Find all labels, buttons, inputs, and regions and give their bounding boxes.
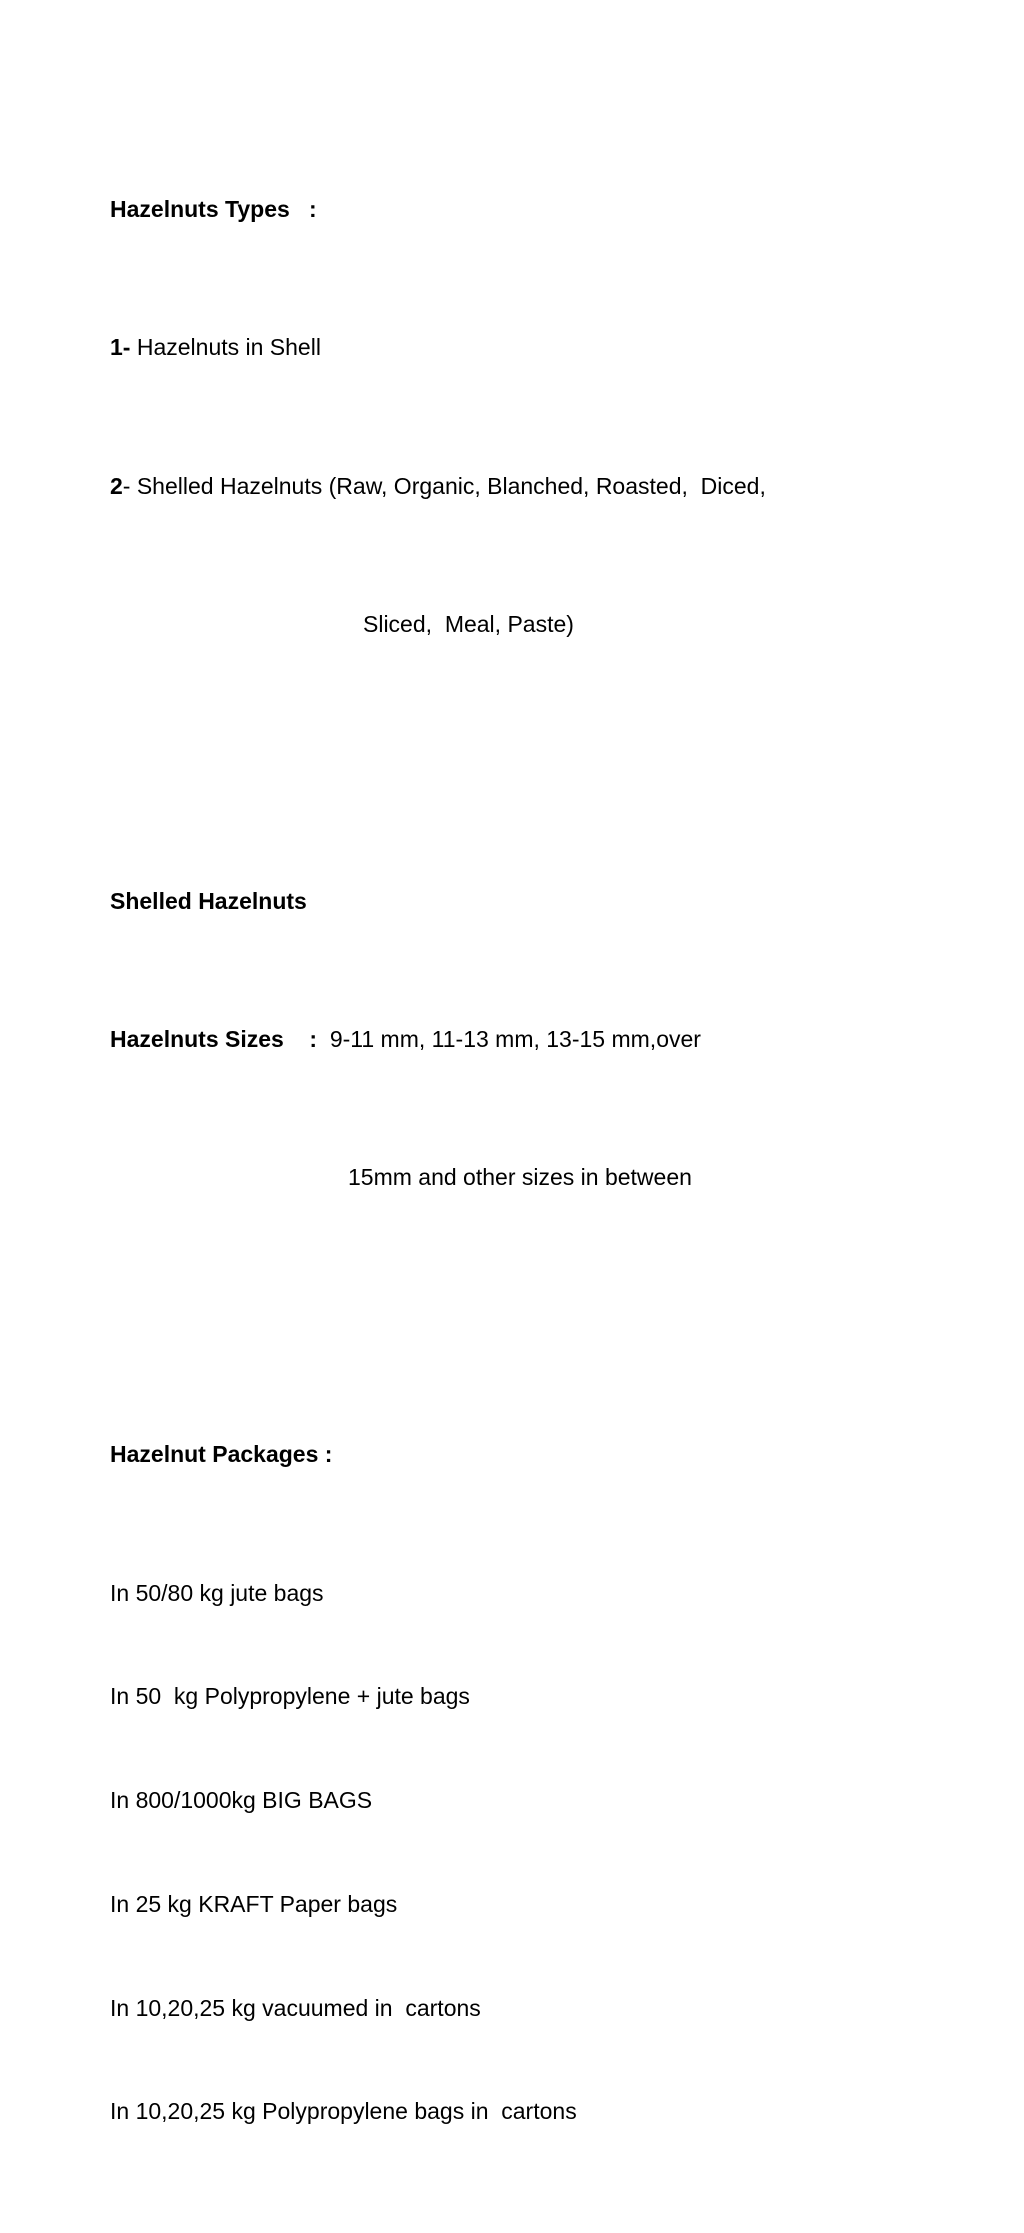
hazelnut-sizes-continuation: 15mm and other sizes in between xyxy=(348,1164,692,1191)
hazelnut-types-heading: Hazelnuts Types : xyxy=(110,195,317,222)
item-1-text: Hazelnuts in Shell xyxy=(130,334,321,361)
blank-line xyxy=(110,745,990,780)
hazelnut-type-item-1 xyxy=(110,330,990,365)
hazelnut-sizes-line xyxy=(110,1022,990,1057)
package-item: In 800/1000kg BIG BAGS xyxy=(110,1787,373,1814)
shelled-hazelnuts-heading: Shelled Hazelnuts xyxy=(110,887,307,914)
package-item: In 50/80 kg jute bags xyxy=(110,1579,324,1606)
package-item: In 10,20,25 kg Polypropylene bags in cartons xyxy=(110,2098,577,2125)
package-item: In 50 kg Polypropylene + jute bags xyxy=(110,1683,470,1710)
hazelnut-packages-heading: Hazelnut Packages : xyxy=(110,1441,333,1468)
blank-line xyxy=(110,1299,990,1334)
hazelnut-type-item-2 xyxy=(110,469,990,504)
document-content xyxy=(110,88,990,2233)
package-item: In 25 kg KRAFT Paper bags xyxy=(110,1890,398,1917)
item-2-number: 2 xyxy=(110,472,123,499)
package-item: In 10,20,25 kg vacuumed in cartons xyxy=(110,1994,481,2021)
hazelnut-sizes-label: Hazelnuts Sizes : xyxy=(110,1026,318,1053)
hazelnut-sizes-value: 9-11 mm, 11-13 mm, 13-15 mm,over xyxy=(317,1026,701,1053)
hazelnut-type-item-2-continuation: Sliced, Meal, Paste) xyxy=(363,610,574,637)
item-2-text: - Shelled Hazelnuts (Raw, Organic, Blanched, Roasted, Diced, xyxy=(122,472,766,499)
item-1-number: 1- xyxy=(110,334,131,361)
